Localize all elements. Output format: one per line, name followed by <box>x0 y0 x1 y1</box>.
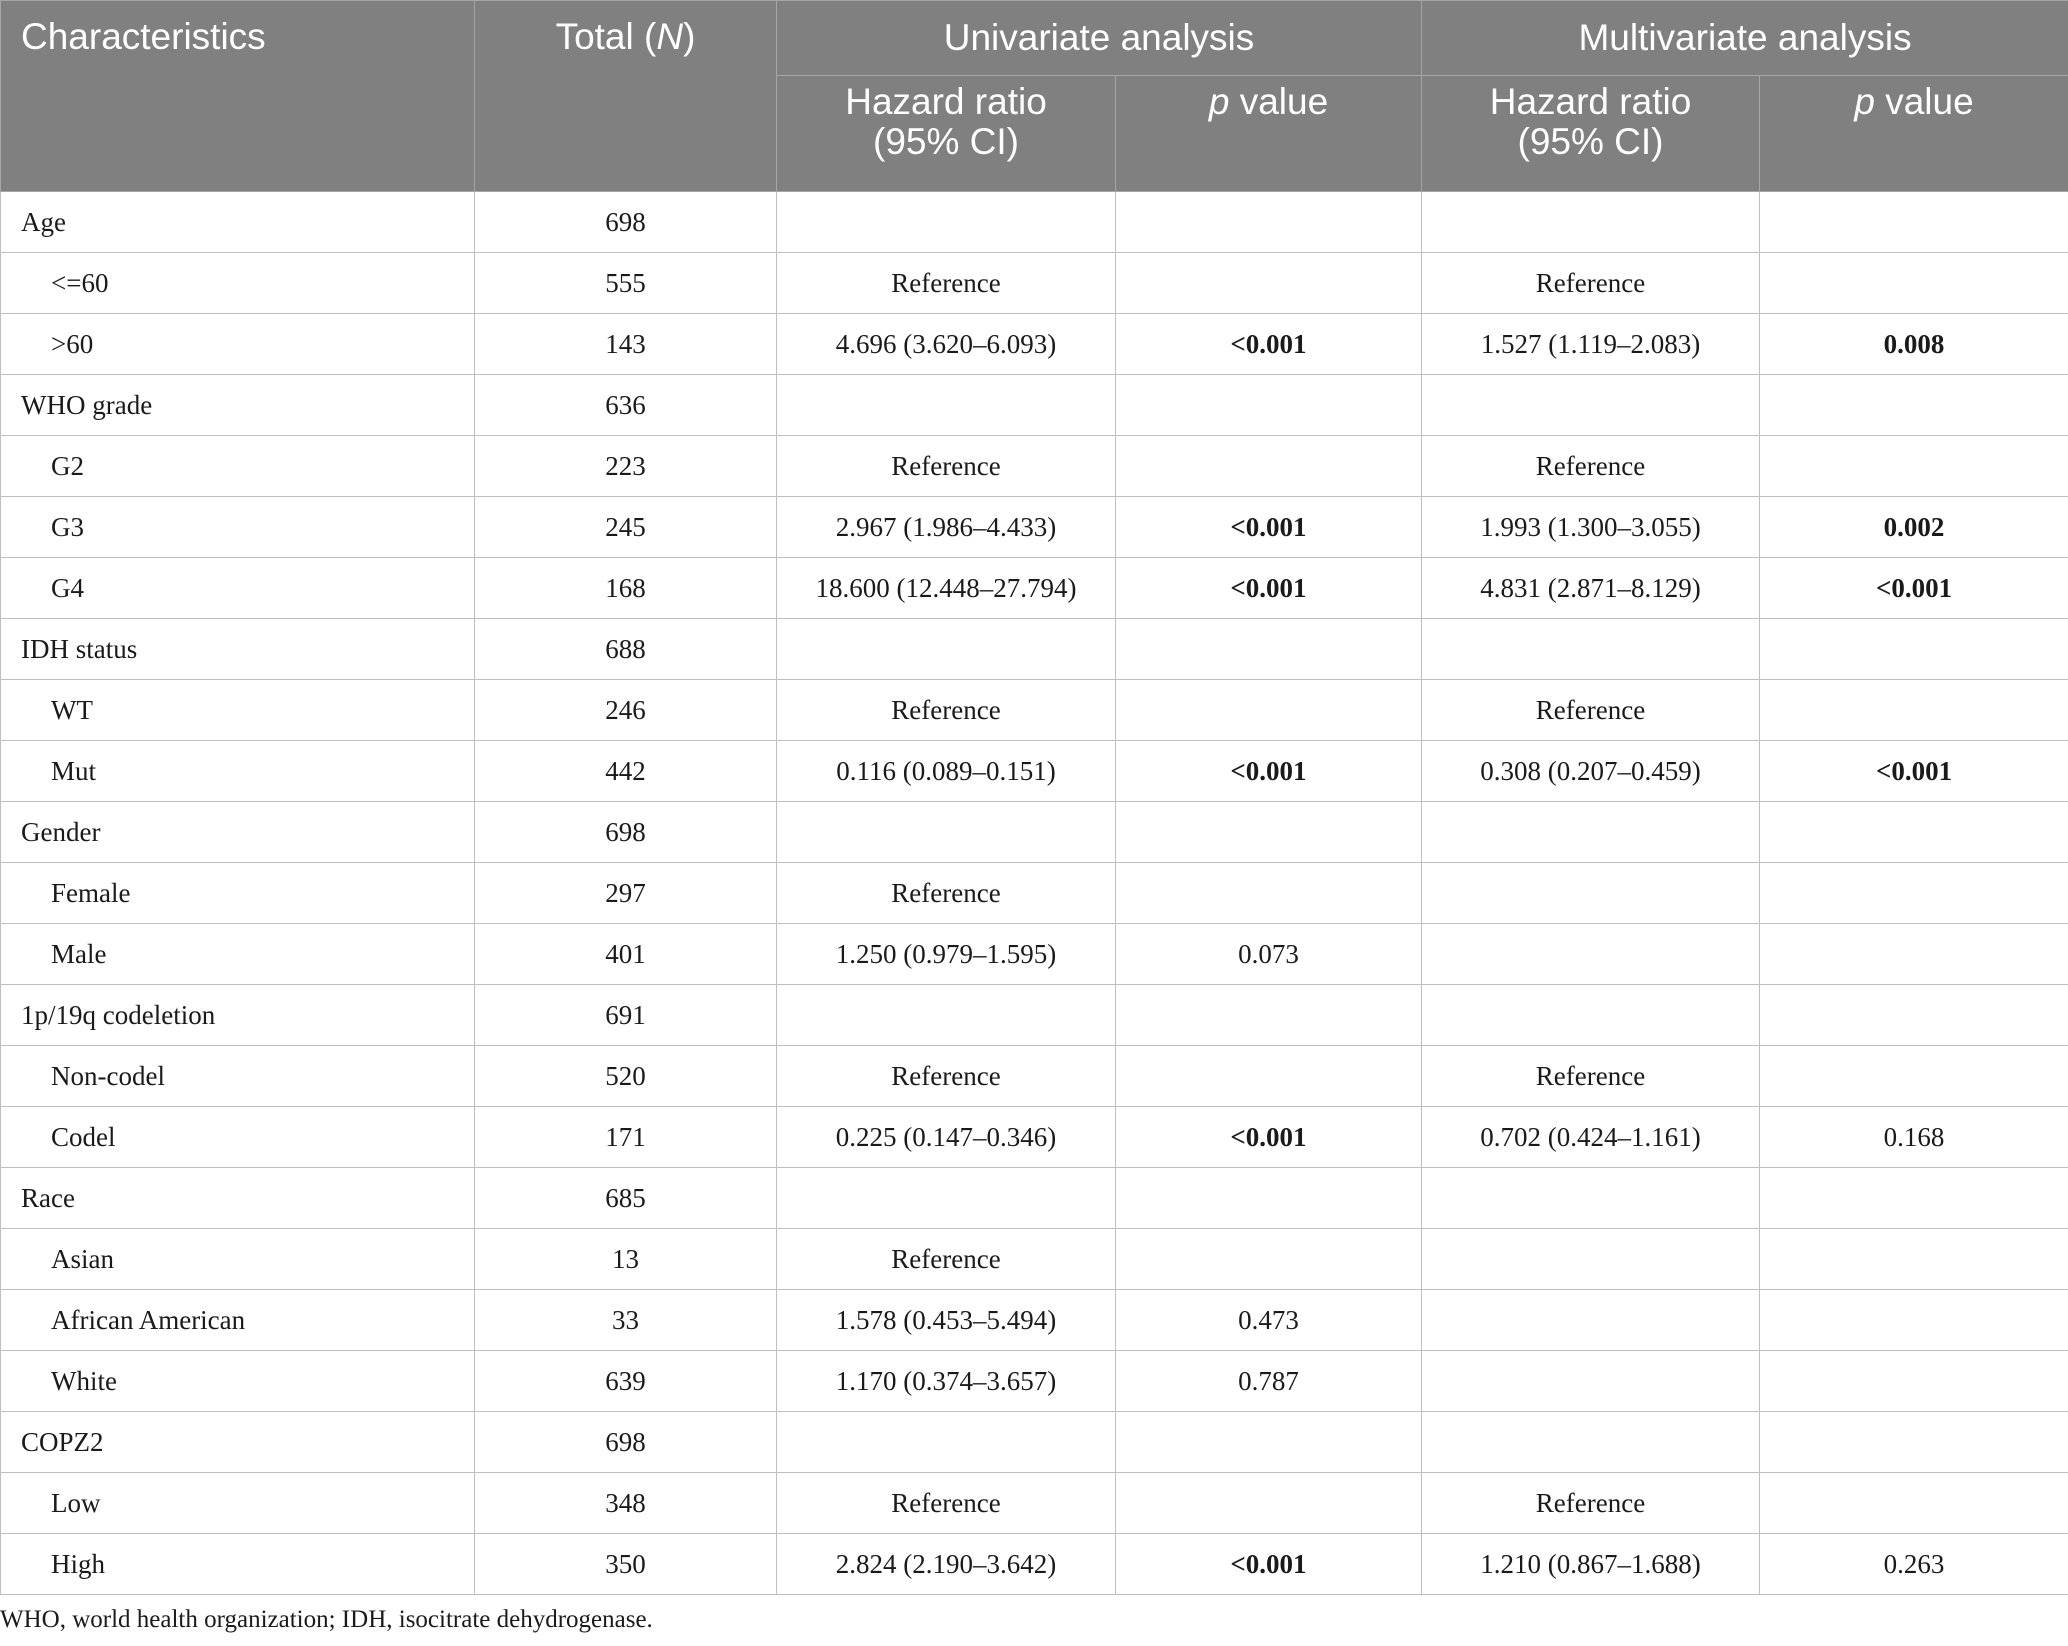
header-total-n: N <box>656 16 684 57</box>
row-multi-hazard-ratio <box>1422 1168 1760 1229</box>
row-multi-p-value <box>1760 1229 2068 1290</box>
row-multi-p-value <box>1760 436 2068 497</box>
row-multi-p-value: 0.008 <box>1760 314 2068 375</box>
row-multi-hazard-ratio <box>1422 1412 1760 1473</box>
row-uni-hazard-ratio: 4.696 (3.620–6.093) <box>777 314 1116 375</box>
row-multi-p-value <box>1760 863 2068 924</box>
table-body <box>1 192 2068 1595</box>
row-total: 171 <box>475 1107 777 1168</box>
row-multi-hazard-ratio <box>1422 802 1760 863</box>
row-total: 245 <box>475 497 777 558</box>
table-header <box>1 1 2068 192</box>
header-total-label: Total ( <box>555 16 657 57</box>
row-multi-p-value: <0.001 <box>1760 741 2068 802</box>
row-multi-p-value: 0.263 <box>1760 1534 2068 1595</box>
row-label: Low <box>1 1473 475 1534</box>
header-uni-p-italic: p <box>1208 81 1230 122</box>
row-label: G3 <box>1 497 475 558</box>
table-row <box>1 314 2068 375</box>
row-multi-p-value <box>1760 1290 2068 1351</box>
row-multi-hazard-ratio: 1.210 (0.867–1.688) <box>1422 1534 1760 1595</box>
row-uni-p-value: <0.001 <box>1116 741 1422 802</box>
table-row <box>1 1168 2068 1229</box>
table-row <box>1 680 2068 741</box>
row-multi-p-value <box>1760 680 2068 741</box>
row-uni-hazard-ratio: Reference <box>777 436 1116 497</box>
row-multi-p-value: <0.001 <box>1760 558 2068 619</box>
row-uni-p-value: <0.001 <box>1116 1107 1422 1168</box>
row-total: 143 <box>475 314 777 375</box>
row-uni-hazard-ratio: 0.116 (0.089–0.151) <box>777 741 1116 802</box>
row-uni-p-value <box>1116 375 1422 436</box>
row-total: 401 <box>475 924 777 985</box>
row-total: 639 <box>475 1351 777 1412</box>
header-multi-hazard-ratio <box>1422 76 1760 192</box>
row-uni-p-value <box>1116 802 1422 863</box>
table-row <box>1 1534 2068 1595</box>
row-uni-p-value: 0.787 <box>1116 1351 1422 1412</box>
row-multi-hazard-ratio <box>1422 192 1760 253</box>
row-multi-hazard-ratio <box>1422 985 1760 1046</box>
row-uni-p-value <box>1116 436 1422 497</box>
row-uni-hazard-ratio <box>777 1412 1116 1473</box>
header-uni-p-value <box>1116 76 1422 192</box>
row-uni-hazard-ratio: 1.578 (0.453–5.494) <box>777 1290 1116 1351</box>
row-multi-hazard-ratio: 1.993 (1.300–3.055) <box>1422 497 1760 558</box>
row-label: White <box>1 1351 475 1412</box>
header-multi-p-rest: value <box>1874 81 1974 122</box>
row-multi-hazard-ratio <box>1422 863 1760 924</box>
row-multi-hazard-ratio: 0.702 (0.424–1.161) <box>1422 1107 1760 1168</box>
row-total: 555 <box>475 253 777 314</box>
header-uni-hr-line2: (95% CI) <box>873 121 1019 162</box>
row-multi-hazard-ratio: Reference <box>1422 253 1760 314</box>
row-uni-hazard-ratio: Reference <box>777 253 1116 314</box>
row-total: 688 <box>475 619 777 680</box>
row-label: Non-codel <box>1 1046 475 1107</box>
row-total: 13 <box>475 1229 777 1290</box>
row-label: 1p/19q codeletion <box>1 985 475 1046</box>
table-row <box>1 1046 2068 1107</box>
row-uni-hazard-ratio: 18.600 (12.448–27.794) <box>777 558 1116 619</box>
row-multi-hazard-ratio: 1.527 (1.119–2.083) <box>1422 314 1760 375</box>
row-uni-hazard-ratio <box>777 619 1116 680</box>
row-total: 698 <box>475 1412 777 1473</box>
header-multi-hr-line1: Hazard ratio <box>1489 81 1692 122</box>
row-uni-p-value <box>1116 985 1422 1046</box>
header-multi-hr-line2: (95% CI) <box>1517 121 1664 162</box>
row-uni-p-value <box>1116 619 1422 680</box>
row-label: COPZ2 <box>1 1412 475 1473</box>
row-uni-hazard-ratio <box>777 1168 1116 1229</box>
row-total: 691 <box>475 985 777 1046</box>
row-multi-hazard-ratio <box>1422 1290 1760 1351</box>
row-label: High <box>1 1534 475 1595</box>
row-label: <=60 <box>1 253 475 314</box>
table-row <box>1 1351 2068 1412</box>
row-uni-hazard-ratio: 1.250 (0.979–1.595) <box>777 924 1116 985</box>
table-row <box>1 192 2068 253</box>
table-row <box>1 741 2068 802</box>
row-label: WT <box>1 680 475 741</box>
table-row <box>1 863 2068 924</box>
row-label: Gender <box>1 802 475 863</box>
table-row <box>1 1473 2068 1534</box>
row-label: IDH status <box>1 619 475 680</box>
table-row <box>1 1290 2068 1351</box>
row-multi-hazard-ratio <box>1422 619 1760 680</box>
row-total: 442 <box>475 741 777 802</box>
row-multi-hazard-ratio <box>1422 1229 1760 1290</box>
row-uni-hazard-ratio: Reference <box>777 863 1116 924</box>
row-total: 246 <box>475 680 777 741</box>
table-row <box>1 1412 2068 1473</box>
row-total: 520 <box>475 1046 777 1107</box>
row-multi-hazard-ratio: Reference <box>1422 1046 1760 1107</box>
row-multi-p-value: 0.002 <box>1760 497 2068 558</box>
row-uni-p-value <box>1116 680 1422 741</box>
row-multi-p-value: 0.168 <box>1760 1107 2068 1168</box>
table-row <box>1 253 2068 314</box>
table-row <box>1 1229 2068 1290</box>
row-multi-hazard-ratio: 4.831 (2.871–8.129) <box>1422 558 1760 619</box>
row-label: Asian <box>1 1229 475 1290</box>
header-multi-p-italic: p <box>1854 81 1875 122</box>
row-multi-p-value <box>1760 1351 2068 1412</box>
row-label: >60 <box>1 314 475 375</box>
table-row <box>1 802 2068 863</box>
row-label: Age <box>1 192 475 253</box>
header-multi-p-value <box>1760 76 2068 192</box>
row-total: 223 <box>475 436 777 497</box>
row-uni-hazard-ratio: Reference <box>777 1229 1116 1290</box>
table-row <box>1 436 2068 497</box>
row-label: Mut <box>1 741 475 802</box>
row-total: 636 <box>475 375 777 436</box>
row-multi-p-value <box>1760 985 2068 1046</box>
row-label: Codel <box>1 1107 475 1168</box>
row-label: G4 <box>1 558 475 619</box>
header-uni-hr-line1: Hazard ratio <box>845 81 1047 122</box>
row-multi-hazard-ratio <box>1422 1351 1760 1412</box>
row-uni-p-value: <0.001 <box>1116 497 1422 558</box>
header-total-close: ) <box>683 16 696 57</box>
row-total: 33 <box>475 1290 777 1351</box>
row-uni-p-value <box>1116 1046 1422 1107</box>
row-multi-hazard-ratio <box>1422 375 1760 436</box>
row-total: 350 <box>475 1534 777 1595</box>
row-uni-p-value <box>1116 863 1422 924</box>
row-multi-p-value <box>1760 253 2068 314</box>
row-uni-p-value <box>1116 1473 1422 1534</box>
row-uni-p-value <box>1116 192 1422 253</box>
row-uni-p-value: 0.073 <box>1116 924 1422 985</box>
row-total: 698 <box>475 192 777 253</box>
row-multi-p-value <box>1760 924 2068 985</box>
table-row <box>1 619 2068 680</box>
row-multi-hazard-ratio: 0.308 (0.207–0.459) <box>1422 741 1760 802</box>
header-uni-hazard-ratio <box>777 76 1116 192</box>
row-label: Race <box>1 1168 475 1229</box>
header-univariate: Univariate analysis <box>777 1 1422 76</box>
row-uni-p-value: <0.001 <box>1116 558 1422 619</box>
table-row <box>1 924 2068 985</box>
header-total <box>475 1 777 192</box>
row-uni-p-value <box>1116 1229 1422 1290</box>
row-uni-hazard-ratio: 1.170 (0.374–3.657) <box>777 1351 1116 1412</box>
row-uni-hazard-ratio <box>777 985 1116 1046</box>
row-uni-hazard-ratio <box>777 192 1116 253</box>
table-row <box>1 985 2068 1046</box>
row-multi-hazard-ratio: Reference <box>1422 1473 1760 1534</box>
table-footnote: WHO, world health organization; IDH, isocitrate dehydrogenase. <box>0 1606 653 1633</box>
row-label: WHO grade <box>1 375 475 436</box>
row-multi-p-value <box>1760 619 2068 680</box>
row-multi-p-value <box>1760 802 2068 863</box>
table-row <box>1 497 2068 558</box>
header-multivariate: Multivariate analysis <box>1422 1 2068 76</box>
row-uni-p-value: <0.001 <box>1116 1534 1422 1595</box>
row-uni-p-value: <0.001 <box>1116 314 1422 375</box>
row-uni-p-value <box>1116 253 1422 314</box>
row-uni-hazard-ratio: 0.225 (0.147–0.346) <box>777 1107 1116 1168</box>
row-multi-p-value <box>1760 1168 2068 1229</box>
table-row <box>1 375 2068 436</box>
row-total: 297 <box>475 863 777 924</box>
row-uni-p-value <box>1116 1168 1422 1229</box>
row-multi-p-value <box>1760 375 2068 436</box>
row-total: 698 <box>475 802 777 863</box>
row-multi-p-value <box>1760 1412 2068 1473</box>
row-label: African American <box>1 1290 475 1351</box>
row-uni-hazard-ratio <box>777 375 1116 436</box>
row-multi-p-value <box>1760 192 2068 253</box>
row-multi-p-value <box>1760 1473 2068 1534</box>
row-label: Male <box>1 924 475 985</box>
row-total: 348 <box>475 1473 777 1534</box>
row-uni-p-value: 0.473 <box>1116 1290 1422 1351</box>
row-total: 168 <box>475 558 777 619</box>
row-uni-hazard-ratio: Reference <box>777 1046 1116 1107</box>
row-label: Female <box>1 863 475 924</box>
row-total: 685 <box>475 1168 777 1229</box>
row-multi-hazard-ratio: Reference <box>1422 436 1760 497</box>
row-multi-hazard-ratio: Reference <box>1422 680 1760 741</box>
row-uni-hazard-ratio <box>777 802 1116 863</box>
row-label: G2 <box>1 436 475 497</box>
header-characteristics: Characteristics <box>1 1 475 192</box>
row-uni-hazard-ratio: 2.967 (1.986–4.433) <box>777 497 1116 558</box>
row-uni-p-value <box>1116 1412 1422 1473</box>
row-multi-p-value <box>1760 1046 2068 1107</box>
table-row <box>1 558 2068 619</box>
row-uni-hazard-ratio: 2.824 (2.190–3.642) <box>777 1534 1116 1595</box>
row-multi-hazard-ratio <box>1422 924 1760 985</box>
row-uni-hazard-ratio: Reference <box>777 680 1116 741</box>
header-uni-p-rest: value <box>1229 81 1329 122</box>
table-row <box>1 1107 2068 1168</box>
row-uni-hazard-ratio: Reference <box>777 1473 1116 1534</box>
